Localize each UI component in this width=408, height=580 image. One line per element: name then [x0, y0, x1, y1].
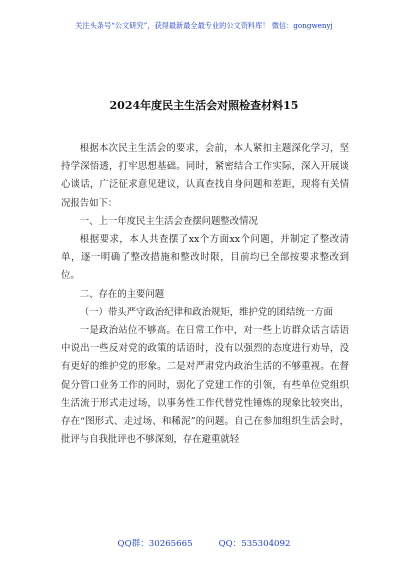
header-promo-text: 关注头条号“公文研究”，获得最新最全最专业的公文资料库！ 微信：gongwenyj	[75, 21, 333, 30]
subsection-heading-1: （一）带头严守政治纪律和政治规矩，维护党的团结统一方面	[79, 306, 333, 318]
paragraph-intro: 根据本次民主生活会的要求，会前，本人紧扣主题深化学习，坚持学深悟透，打牢思想基础。同时，紧密结合工作实际，深入开展谈心谈话，广泛征求意见建议，认真查找自身问题和差距，现将有关情况报告如下：	[61, 143, 349, 209]
footer-contact	[0, 537, 408, 549]
footer-qq-number: QQ：535304092	[218, 539, 291, 549]
paragraph-rectification: 根据要求，本人共查摆了xx个方面xx个问题，并制定了整改清单，逐一明确了整改措施和整改时限，目前均已全部按要求整改到位。	[61, 234, 349, 282]
document-title: 2024年度民主生活会对照检查材料15	[109, 99, 299, 112]
document-body	[61, 140, 349, 449]
footer-qq-group: QQ群：30265665	[117, 539, 193, 549]
section-heading-2: 二、存在的主要问题	[79, 288, 165, 300]
section-heading-1: 一、上一年度民主生活会查摆问题整改情况	[79, 215, 258, 227]
paragraph-problems: 一是政治站位不够高。在日常工作中，对一些上访群众话言话语中说出一些反对党的政策的话语时，没有以强烈的态度进行劝导，没有更好的维护党的形象。二是对严肃党内政治生活的不够重视。在督促分管口业务工作的同时，弱化了党建工作的引领，有些单位党组织生活流于形式走过场，以事务性工作代替党性锤炼的现象比较突出，存在“图形式、走过场、和稀泥”的问题。自己在参加组织生活会时，批评与自我批评也不够深刻，存在避重就轻	[61, 325, 349, 446]
